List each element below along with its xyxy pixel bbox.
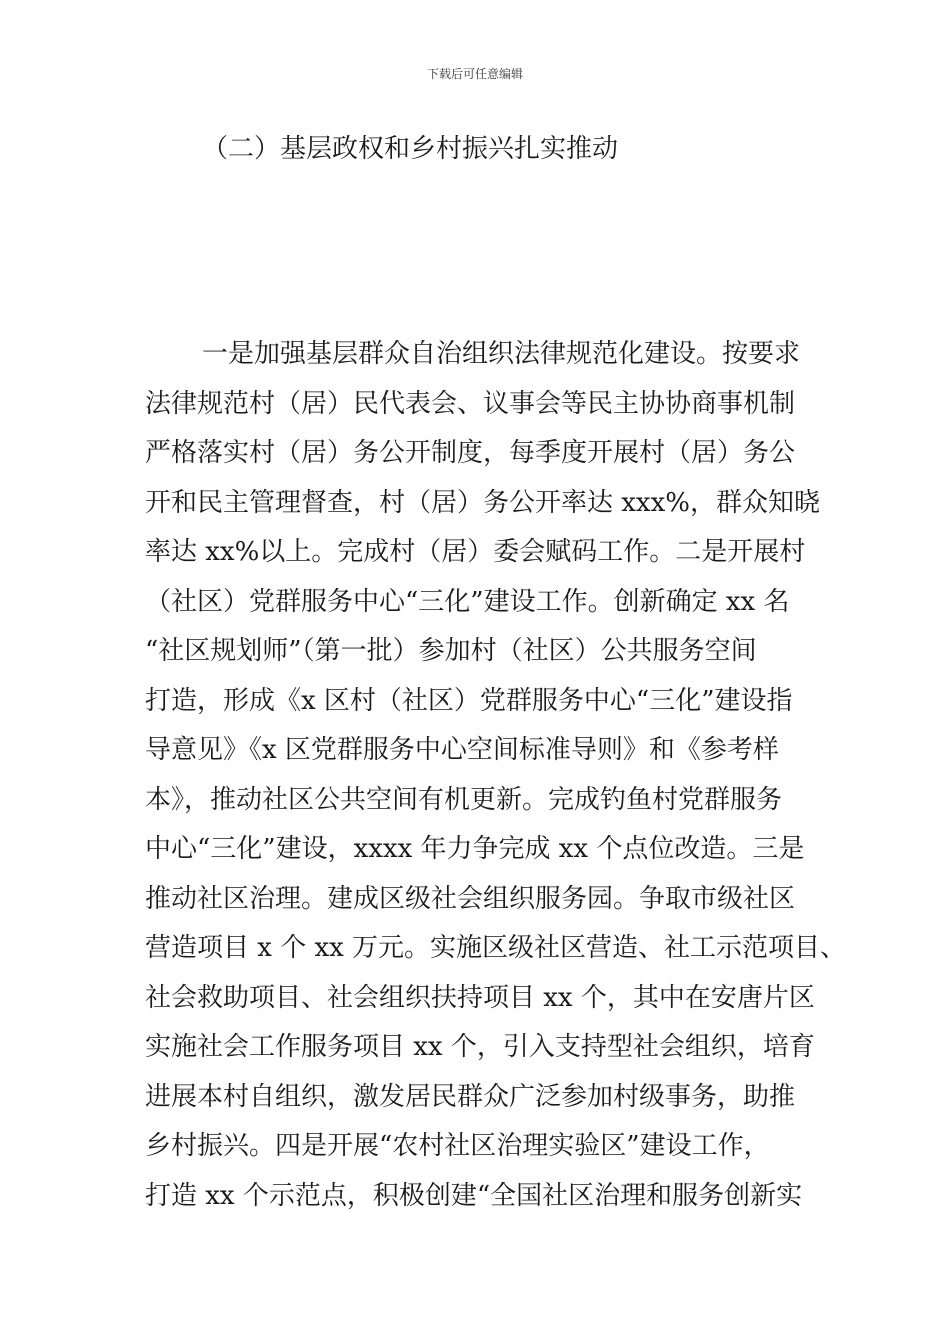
paragraph-line: 中心“三化”建设，xxxx 年力争完成 xx 个点位改造。三是 xyxy=(145,834,805,864)
paragraph-line: 开和民主管理督查，村（居）务公开率达 xxx%，群众知晓 xyxy=(145,487,820,518)
page-header-note: 下载后可任意编辑 xyxy=(426,67,523,81)
paragraph-line: 法律规范村（居）民代表会、议事会等民主协协商事机制 xyxy=(145,388,796,419)
section-heading: （二）基层政权和乡村振兴扎实推动 xyxy=(202,134,619,164)
paragraph-line: 严格落实村（居）务公开制度，每季度开展村（居）务公 xyxy=(145,438,796,468)
paragraph-line: 导意见》《x 区党群服务中心空间标准导则》和《参考样 xyxy=(145,735,779,765)
paragraph-line: 本》，推动社区公共空间有机更新。完成钓鱼村党群服务 xyxy=(145,784,783,815)
paragraph-line: （社区）党群服务中心“三化”建设工作。创新确定 xx 名 xyxy=(145,586,790,617)
body-paragraph xyxy=(145,330,847,1221)
paragraph-line: 乡村振兴。四是开展“农村社区治理实验区”建设工作， xyxy=(145,1131,770,1161)
paragraph-line: 打造，形成《x 区村（社区）党群服务中心“三化”建设指 xyxy=(145,685,793,716)
paragraph-line: “社区规划师”（第一批）参加村（社区）公共服务空间 xyxy=(145,636,757,666)
paragraph-line: 社会救助项目、社会组织扶持项目 xx 个，其中在安唐片区 xyxy=(145,982,815,1013)
paragraph-line: 进展本村自组织，激发居民群众广泛参加村级事务，助推 xyxy=(145,1081,796,1112)
paragraph-line: 一是加强基层群众自治组织法律规范化建设。按要求 xyxy=(202,339,801,369)
paragraph-line: 实施社会工作服务项目 xx 个，引入支持型社会组织，培育 xyxy=(145,1032,815,1062)
paragraph-line: 率达 xx%以上。完成村（居）委会赋码工作。二是开展村 xyxy=(145,537,806,567)
paragraph-line: 营造项目 x 个 xx 万元。实施区级社区营造、社工示范项目、 xyxy=(145,933,847,963)
paragraph-line: 推动社区治理。建成区级社会组织服务园。争取市级社区 xyxy=(145,883,796,914)
paragraph-line: 打造 xx 个示范点，积极创建“全国社区治理和服务创新实 xyxy=(145,1180,803,1211)
